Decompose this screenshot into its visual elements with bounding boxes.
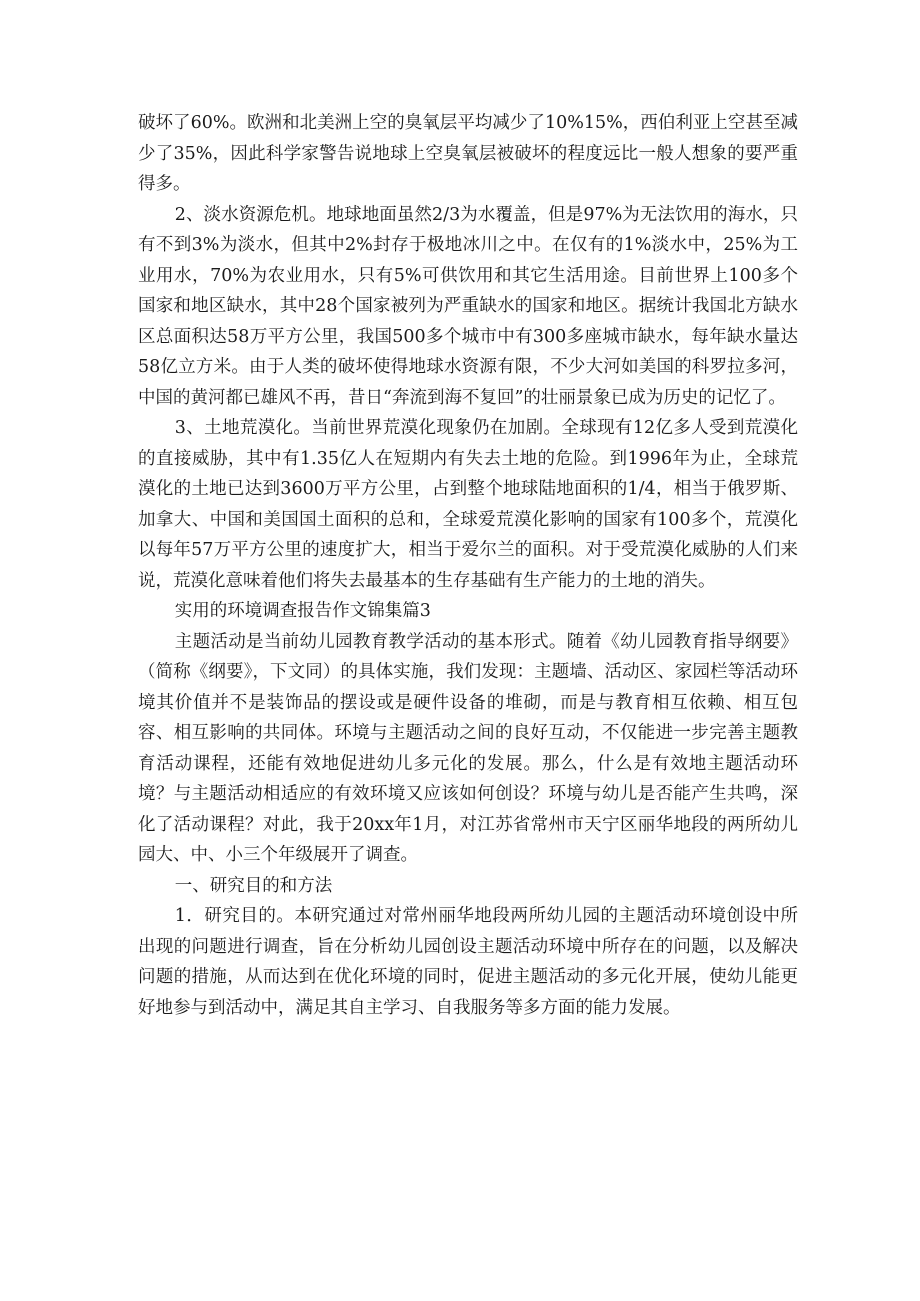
paragraph-freshwater-crisis: 2、淡水资源危机。地球地面虽然2/3为水覆盖，但是97%为无法饮用的海水，只有不到3%为淡水，但其中2%封存于极地冰川之中。在仅有的1%淡水中，25%为工业用水，70%为农业用水，只有5%可供饮用和其它生活用途。目前世界上100多个国家和地区缺水，其中28个国家被列为严重缺水的国家和地区。据统计我国北方缺水区总面积达58万平方公里，我国500多个城市中有300多座城市缺水，每年缺水量达58亿立方米。由于人类的破坏使得地球水资源有限，不少大河如美国的科罗拉多河，中国的黄河都已雄风不再，昔日“奔流到海不复回”的壮丽景象已成为历史的记忆了。 bbox=[138, 204, 798, 408]
heading-research-purpose-method: 一、研究目的和方法 bbox=[174, 875, 333, 896]
section-title: 实用的环境调查报告作文锦集篇3 bbox=[174, 601, 431, 621]
paragraph-research-purpose: 1．研究目的。本研究通过对常州丽华地段两所幼儿园的主题活动环境创设中所出现的问题进行调查，旨在分析幼儿园创设主题活动环境中所存在的问题，以及解决问题的措施，从而达到在优化环境的同时，促进主题活动的多元化开展，使幼儿能更好地参与到活动中，满足其自主学习、自我服务等多方面的能力发展。 bbox=[138, 906, 798, 1018]
paragraph-desertification: 3、土地荒漠化。当前世界荒漠化现象仍在加剧。全球现有12亿多人受到荒漠化的直接威胁，其中有1.35亿人在短期内有失去土地的危险。到1996年为止，全球荒漠化的土地已达到3600万平方公里，占到整个地球陆地面积的1/4，相当于俄罗斯、加拿大、中国和美国国土面积的总和，全球爱荒漠化影响的国家有100多个，荒漠化以每年57万平方公里的速度扩大，相当于爱尔兰的面积。对于受荒漠化威胁的人们来说，荒漠化意味着他们将失去最基本的生存基础有生产能力的土地的消失。 bbox=[138, 418, 798, 591]
document-page bbox=[138, 108, 798, 1023]
paragraph-ozone-continued: 破坏了60%。欧洲和北美洲上空的臭氧层平均减少了10%15%，西伯利亚上空甚至减少了35%，因此科学家警告说地球上空臭氧层被破坏的程度远比一般人想象的要严重得多。 bbox=[138, 113, 798, 194]
paragraph-theme-activity: 主题活动是当前幼儿园教育教学活动的基本形式。随着《幼儿园教育指导纲要》（简称《纲要》，下文同）的具体实施，我们发现：主题墙、活动区、家园栏等活动环境其价值并不是装饰品的摆设或是硬件设备的堆砌，而是与教育相互依赖、相互包容、相互影响的共同体。环境与主题活动之间的良好互动，不仅能进一步完善主题教育活动课程，还能有效地促进幼儿多元化的发展。那么，什么是有效地主题活动环境？与主题活动相适应的有效环境又应该如何创设？环境与幼儿是否能产生共鸣，深化了活动课程？对此，我于20xx年1月，对江苏省常州市天宁区丽华地段的两所幼儿园大、中、小三个年级展开了调查。 bbox=[138, 631, 798, 865]
